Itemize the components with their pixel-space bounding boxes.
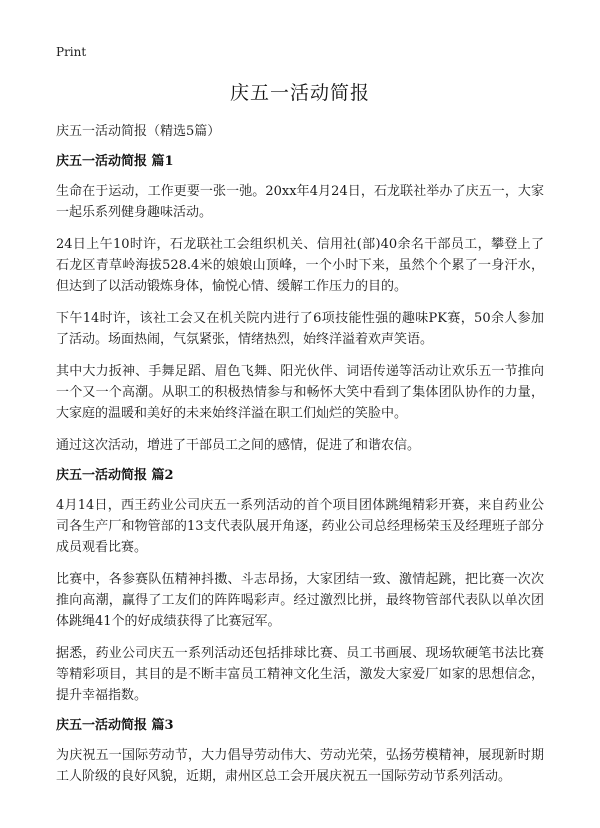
section-3: [56, 716, 544, 787]
section-heading: 庆五一活动简报 篇2: [56, 468, 174, 483]
section-2: [56, 466, 544, 706]
paragraph: 比赛中，各参赛队伍精神抖擞、斗志昂扬，大家团结一致、激情起跳，把比赛一次次推向高潮，赢得了工友们的阵阵喝彩声。经过激烈比拼，最终物管部代表队以单次团体跳绳41个的好成绩获得了比赛冠军。: [56, 572, 544, 629]
paragraph: 据悉，药业公司庆五一系列活动还包括排球比赛、员工书画展、现场软硬笔书法比赛等精彩项目，其目的是不断丰富员工精神文化生活，激发大家爱厂如家的思想信念，提升幸福指数。: [56, 646, 544, 703]
paragraph: 生命在于运动，工作更要一张一弛。20xx年4月24日，石龙联社举办了庆五一，大家一起乐系列健身趣味活动。: [56, 184, 544, 220]
document-intro: 庆五一活动简报（精选5篇）: [56, 124, 221, 139]
section-heading: 庆五一活动简报 篇3: [56, 718, 174, 733]
paragraph: 为庆祝五一国际劳动节，大力倡导劳动伟大、劳动光荣，弘扬劳模精神，展现新时期工人阶级的良好风貌，近期，肃州区总工会开展庆祝五一国际劳动节系列活动。: [56, 748, 544, 784]
page-title: 庆五一活动简报: [229, 82, 370, 104]
paragraph: 24日上午10时许，石龙联社工会组织机关、信用社(部)40余名干部员工，攀登上了石龙区青草岭海拔528.4米的娘娘山顶峰，一个小时下来，虽然个个累了一身汗水，但达到了以活动锻炼身体，愉悦心情、缓解工作压力的目的。: [56, 237, 544, 294]
paragraph: 下午14时许，该社工会又在机关院内进行了6项技能性强的趣味PK赛，50余人参加了活动。场面热闹，气氛紧张，情绪热烈，始终洋溢着欢声笑语。: [56, 311, 544, 347]
paragraph: 通过这次活动，增进了干部员工之间的感情，促进了和谐农信。: [56, 438, 421, 453]
section-1: [56, 152, 544, 456]
print-link[interactable]: Print: [56, 45, 87, 59]
section-heading: 庆五一活动简报 篇1: [56, 154, 174, 169]
paragraph: 其中大力扳神、手舞足蹈、眉色飞舞、阳光伙伴、词语传递等活动让欢乐五一节推向一个又一个高潮。从职工的积极热情参与和畅怀大笑中看到了集体团队协作的力量，大家庭的温暖和美好的未来始终洋溢在职工们灿烂的笑脸中。: [56, 364, 544, 421]
paragraph: 4月14日，西王药业公司庆五一系列活动的首个项目团体跳绳精彩开赛，来自药业公司各生产厂和物管部的13支代表队展开角逐，药业公司总经理杨荣玉及经理班子部分成员观看比赛。: [56, 498, 544, 555]
